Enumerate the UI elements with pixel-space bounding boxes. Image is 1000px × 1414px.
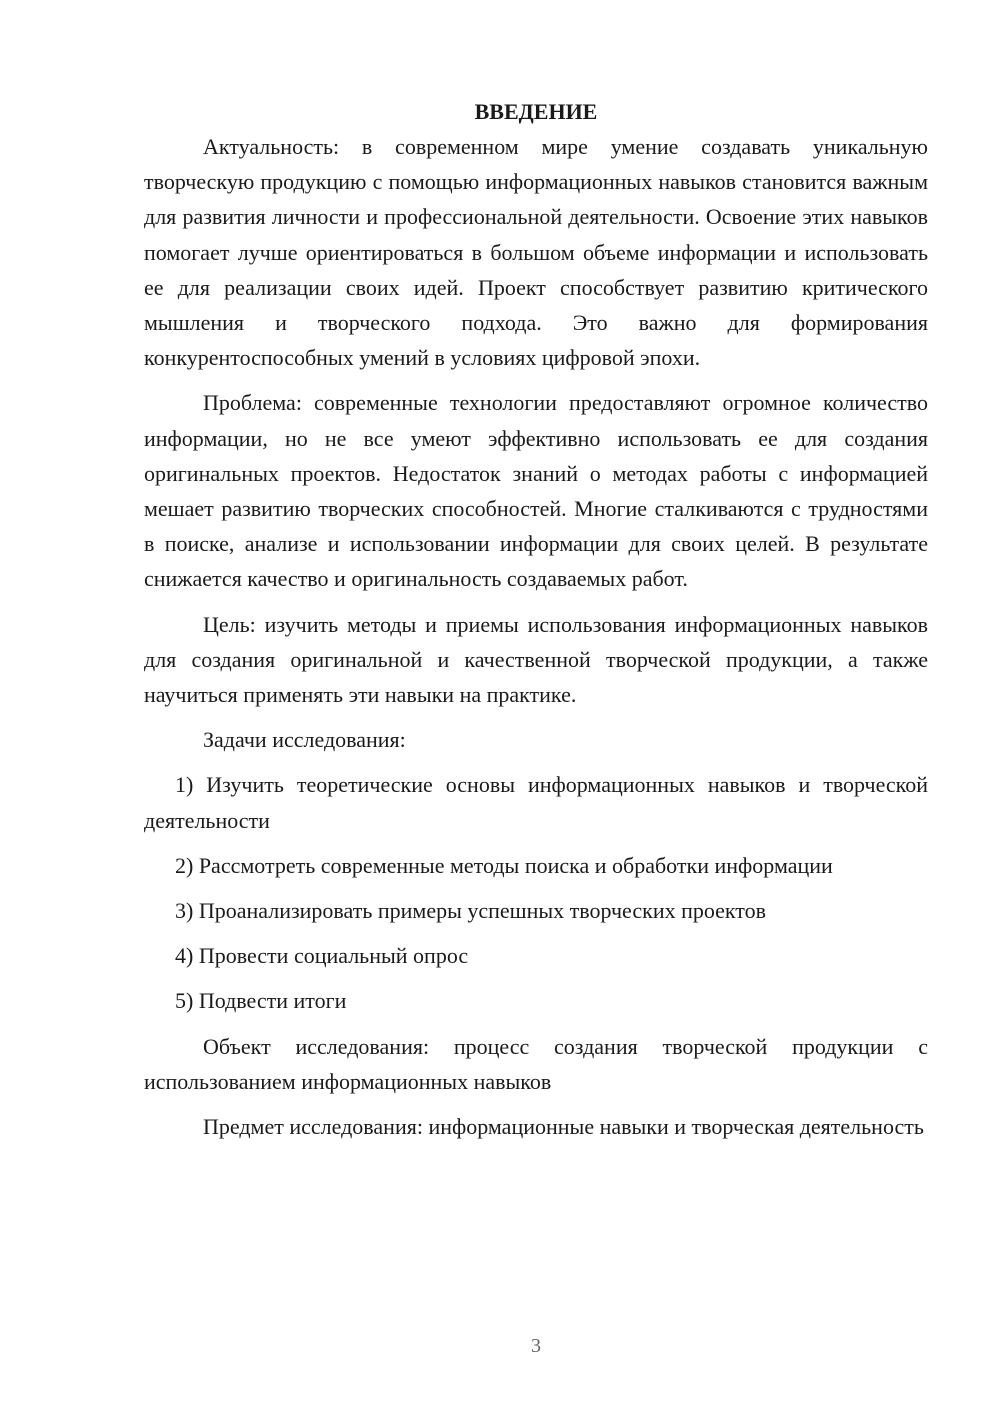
task-item-1: 1) Изучить теоретические основы информационных навыков и творческой деятельности <box>144 772 928 833</box>
document-page <box>144 94 928 1154</box>
relevance-paragraph: Актуальность: в современном мире умение создавать уникальную творческую продукцию с помощью информационных навыков становится важным для развития личности и профессиональной деятельности. Освоение этих навыков помогает лучше ориентироваться в большом объеме информации и использовать ее для реализации своих идей. Проект способствует развитию критического мышления и творческого подхода. Это важно для формирования конкурентоспособных умений в условиях цифровой эпохи. <box>144 134 928 371</box>
task-item-4: 4) Провести социальный опрос <box>175 943 469 969</box>
page-number: 3 <box>531 1335 541 1357</box>
goal-paragraph: Цель: изучить методы и приемы использования информационных навыков для создания оригинальной и качественной творческой продукции, а также научиться применять эти навыки на практике. <box>144 611 928 708</box>
object-paragraph: Объект исследования: процесс создания творческой продукции с использованием информационных навыков <box>144 1033 928 1094</box>
task-item-3: 3) Проанализировать примеры успешных творческих проектов <box>175 898 767 924</box>
problem-paragraph: Проблема: современные технологии предоставляют огромное количество информации, но не все умеют эффективно использовать ее для создания оригинальных проектов. Недостаток знаний о методах работы с информацией мешает развитию творческих способностей. Многие сталкиваются с трудностями в поиске, анализе и использовании информации для своих целей. В результате снижается качество и оригинальность создаваемых работ. <box>144 390 928 592</box>
page-title: ВВЕДЕНИЕ <box>474 99 598 124</box>
tasks-heading: Задачи исследования: <box>203 727 406 753</box>
subject-paragraph: Предмет исследования: информационные навыки и творческая деятельность <box>203 1114 924 1140</box>
task-item-2: 2) Рассмотреть современные методы поиска и обработки информации <box>175 852 833 878</box>
task-item-5: 5) Подвести итоги <box>175 988 347 1014</box>
